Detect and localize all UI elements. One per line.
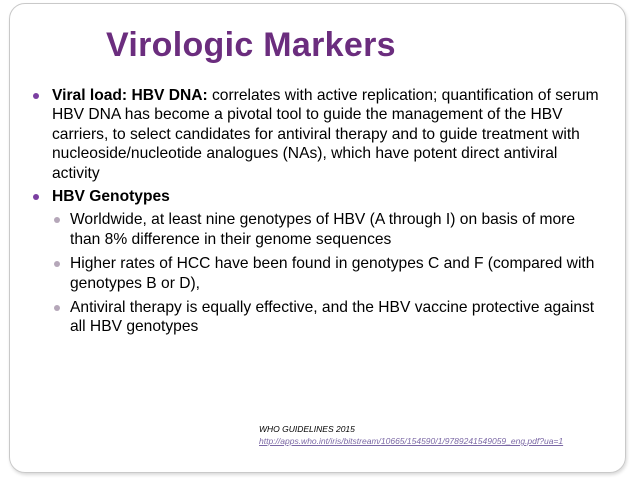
slide-content (30, 86, 600, 342)
bullet-viral-load (30, 86, 600, 183)
subbullet-text: Worldwide, at least nine genotypes of HBV (A through I) on basis of more than 8% difference in their genome sequences (70, 211, 576, 248)
bullet-heading: HBV Genotypes (52, 188, 170, 206)
bullet-text: correlates with active replication; quantification of serum HBV DNA has become a pivotal tool to guide the management of the HBV carriers, to select candidates for antiviral therapy and to guide treatment with nucleoside/nucleotide analogues (NAs), which have potent direct antiviral activity (52, 87, 599, 182)
source-reference: WHO GUIDELINES 2015 (259, 424, 355, 434)
subbullet-text: Higher rates of HCC have been found in genotypes C and F (compared with genotypes B or D), (70, 255, 595, 292)
source-link[interactable]: http://apps.who.int/iris/bitstream/10665/154590/1/9789241549059_eng.pdf?ua=1 (259, 436, 564, 446)
subbullet-dot-icon (54, 305, 60, 311)
subbullet-text: Antiviral therapy is equally effective, and the HBV vaccine protective against all HBV genotypes (70, 299, 595, 336)
slide-title: Virologic Markers (106, 26, 396, 64)
bullet-dot-icon (33, 93, 39, 99)
subbullet-antiviral-therapy (30, 298, 600, 337)
source-citation (259, 423, 563, 447)
bullet-heading: Viral load: HBV DNA: (52, 87, 208, 104)
subbullet-dot-icon (54, 217, 60, 223)
subbullet-dot-icon (54, 261, 60, 267)
subbullet-genotypes-worldwide (30, 210, 600, 249)
subbullet-hcc-rates (30, 254, 600, 293)
bullet-dot-icon (33, 194, 39, 200)
bullet-hbv-genotypes (30, 187, 600, 206)
